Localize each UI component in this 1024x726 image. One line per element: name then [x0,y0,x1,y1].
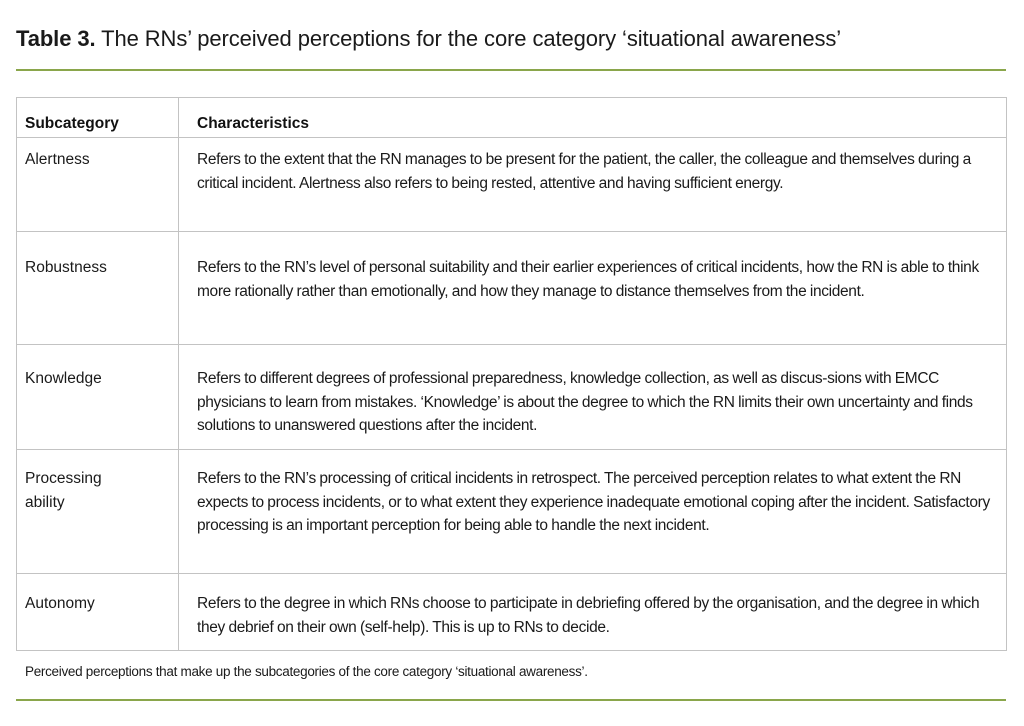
cell-characteristics: Refers to the extent that the RN manages to be present for the patient, the caller, the colleague and themselves during a critical incident. Alertness also refers to being rested, attentive and having sufficient energy. [179,138,1007,232]
table-row [17,138,1007,232]
table-title-text: The RNs’ perceived perceptions for the core category ‘situational awareness’ [101,26,842,51]
table-header-row [17,98,1007,138]
cell-subcategory: Processing ability [17,450,179,574]
situational-awareness-table [16,97,1007,651]
header-subcategory: Subcategory [17,98,179,138]
cell-characteristics: Refers to the RN’s processing of critical incidents in retrospect. The perceived perception relates to what extent the RN expects to process incidents, or to what extent they experience inadequate emotional coping after the incident. Satisfactory processing is an important perception for being able to handle the next incident. [179,450,1007,574]
cell-subcategory: Alertness [17,138,179,232]
cell-characteristics: Refers to the RN’s level of personal suitability and their earlier experiences of critical incidents, how the RN is able to think more rationally rather than emotionally, and how they manage to distance themselves from the incident. [179,232,1007,345]
table-footnote: Perceived perceptions that make up the subcategories of the core category ‘situational awareness’. [25,664,588,679]
bottom-divider [16,699,1006,701]
cell-subcategory: Robustness [17,232,179,345]
table-row [17,232,1007,345]
header-characteristics: Characteristics [179,98,1007,138]
table-row [17,345,1007,450]
cell-characteristics: Refers to different degrees of professional preparedness, knowledge collection, as well as discus-sions with EMCC physicians to learn from mistakes. ‘Knowledge’ is about the degree to which the RN limits their own uncertainty and finds solutions to unanswered questions after the incident. [179,345,1007,450]
table-row [17,574,1007,651]
table-title [16,24,841,54]
cell-characteristics: Refers to the degree in which RNs choose to participate in debriefing offered by the organisation, and the degree in which they debrief on their own (self-help). This is up to RNs to decide. [179,574,1007,651]
table-row [17,450,1007,574]
table-title-label: Table 3. [16,26,96,51]
cell-subcategory: Autonomy [17,574,179,651]
cell-subcategory: Knowledge [17,345,179,450]
top-divider [16,69,1006,71]
